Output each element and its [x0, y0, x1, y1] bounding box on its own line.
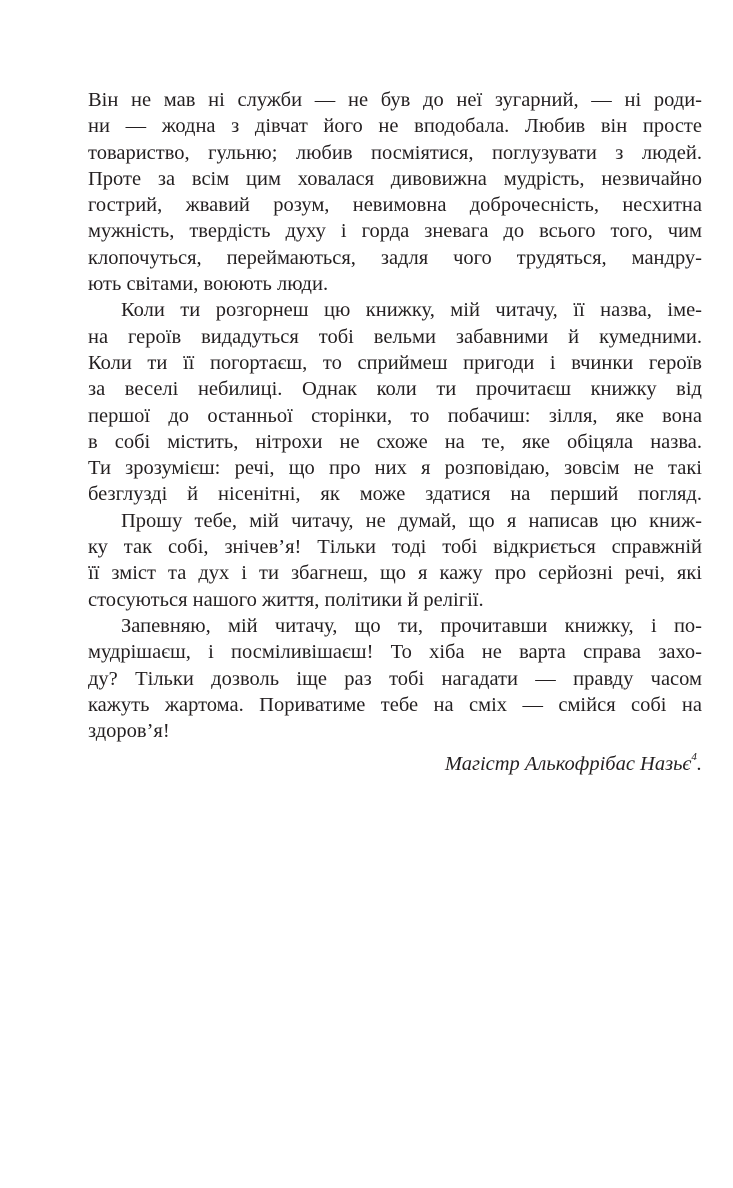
text-line: товариство, гульню; любив посміятися, поглузувати з людей.	[88, 141, 702, 164]
text-line: здоров’я!	[88, 720, 170, 743]
text-line: в собі містить, нітрохи не схоже на те, яке обіцяла назва.	[88, 430, 702, 453]
text-line: Проте за всім цим ховалася дивовижна мудрість, незвичайно	[88, 167, 702, 190]
text-line: за веселі небилиці. Однак коли ти прочитаєш книжку від	[88, 378, 702, 401]
signature	[88, 744, 702, 784]
footnote-marker[interactable]: 4	[691, 751, 697, 764]
paragraph-4	[88, 613, 702, 744]
text-line: кажуть жартома. Пориватиме тебе на сміх — смійся собі на	[88, 693, 702, 716]
text-line: на героїв видадуться тобі вельми забавними й кумедними.	[88, 325, 702, 348]
signature-name: Магістр Алькофрібас Назьє	[444, 753, 692, 776]
paragraph-2	[88, 297, 702, 507]
text-line: Прошу тебе, мій читачу, не думай, що я написав цю книж-	[121, 509, 702, 532]
text-line: Коли ти її погортаєш, то сприймеш пригоди і вчинки героїв	[88, 351, 702, 374]
text-line: гострий, жвавий розум, невимовна доброчесність, несхитна	[88, 194, 702, 217]
text-line: стосуються нашого життя, політики й релігії.	[88, 588, 484, 611]
text-line: Коли ти розгорнеш цю книжку, мій читачу, її назва, іме-	[121, 299, 702, 322]
text-line: Він не мав ні служби — не був до неї зугарний, — ні роди-	[88, 89, 702, 111]
page-body	[88, 87, 702, 784]
text-line: безглузді й нісенітні, як може здатися на перший погляд.	[88, 483, 702, 506]
text-line: клопочуться, переймаються, задля чого трудяться, мандру-	[88, 246, 702, 269]
paragraph-3	[88, 508, 702, 613]
text-line: Ти зрозумієш: речі, що про них я розповідаю, зовсім не такі	[88, 457, 702, 480]
text-line: мужність, твердість духу і горда зневага до всього того, чим	[88, 220, 702, 243]
text-line: її зміст та дух і ти збагнеш, що я кажу про серйозні речі, які	[88, 562, 702, 585]
text-line: ду? Тільки дозволь іще раз тобі нагадати — правду часом	[88, 667, 702, 690]
text-line: Запевняю, мій читачу, що ти, прочитавши книжку, і по-	[121, 614, 702, 637]
signature-period: .	[696, 753, 702, 776]
paragraph-1	[88, 87, 702, 297]
text-line: ни — жодна з дівчат його не вподобала. Любив він просте	[88, 115, 702, 138]
text-line: ють світами, воюють люди.	[88, 273, 329, 296]
text-line: ку так собі, знічев’я! Тільки тоді тобі відкриється справжній	[88, 536, 702, 559]
text-line: мудрішаєш, і посміливішаєш! То хіба не варта справа захо-	[88, 641, 702, 664]
text-line: першої до останньої сторінки, то побачиш: зілля, яке вона	[88, 404, 702, 427]
